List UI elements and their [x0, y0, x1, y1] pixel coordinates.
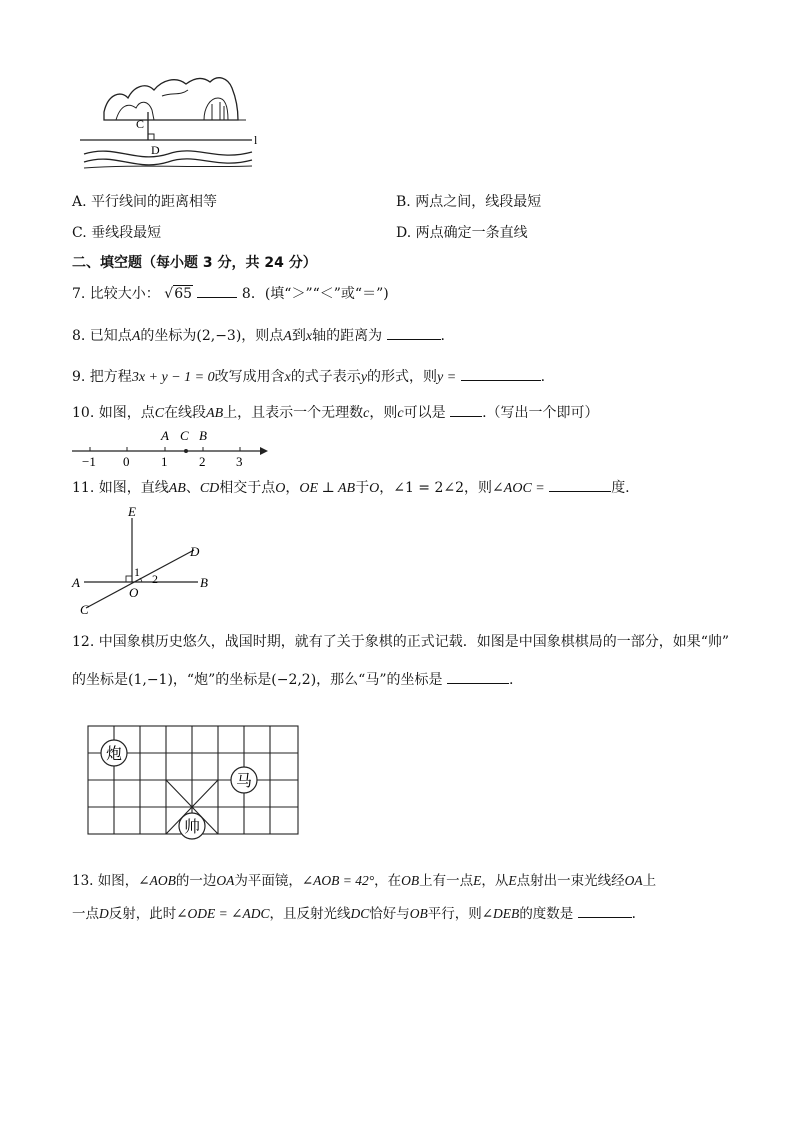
question-10	[72, 402, 599, 424]
q9-blank[interactable]	[461, 366, 541, 381]
q7-middle: 8．(填“＞”“＜”或“＝”)	[241, 286, 389, 302]
q13-l2c: ，且反射光线	[269, 906, 351, 922]
q11-o: O	[275, 481, 286, 496]
q10-c-var2: c	[397, 406, 404, 421]
q13-ob2: OB	[409, 906, 428, 921]
q11-fig-e: E	[128, 506, 136, 519]
q9-y-eq: y =	[437, 370, 457, 385]
q13-l2f: 的度数是	[519, 906, 574, 922]
q8-suffix: 轴的距离为	[312, 328, 383, 344]
q13-oa2: OA	[624, 873, 643, 888]
piece-pao-label: 炮	[105, 746, 123, 763]
q11-sep: 、	[185, 480, 200, 496]
q10-c: C	[154, 406, 165, 421]
question-13-line1	[72, 871, 656, 891]
q9-middle2: 的式子表示	[290, 369, 361, 385]
q11-blank[interactable]	[549, 477, 611, 492]
q8-to: 到	[291, 328, 306, 344]
q13-l1f: ，从	[481, 873, 509, 889]
q11-fig-a: A	[72, 575, 80, 590]
question-7	[72, 283, 389, 304]
q12-coord2: (−2,2)	[271, 672, 317, 688]
question-9	[72, 366, 545, 388]
nl-tick-neg1: −1	[82, 454, 96, 468]
q11-cd: CD	[199, 481, 220, 496]
sqrt-symbol: √	[164, 286, 174, 302]
option-d: D. 两点确定一条直线	[396, 225, 528, 241]
q8-point-a: A	[131, 329, 141, 344]
nl-tick-0: 0	[123, 454, 130, 468]
piece-ma-label: 马	[235, 773, 253, 790]
q9-prefix: 9. 把方程	[72, 369, 132, 385]
nl-tick-2: 2	[199, 454, 206, 468]
question-13-line2	[72, 903, 636, 924]
q11-unit: 度.	[611, 480, 630, 496]
q11-fig-angle1: 1	[134, 565, 140, 579]
question-12-line2	[72, 669, 513, 690]
q12-line2c: ，那么“马”的坐标是	[316, 672, 443, 688]
q11-fig-o: O	[129, 585, 139, 600]
q10-middle: 在线段	[164, 405, 207, 421]
q10-blank[interactable]	[450, 402, 482, 417]
nl-tick-1: 1	[161, 454, 168, 468]
option-c: C. 垂线段最短	[72, 225, 162, 241]
q7-prefix: 7. 比较大小：	[72, 286, 160, 302]
piece-shuai	[179, 813, 205, 839]
q13-l2b: 反射，此时	[108, 906, 177, 922]
q10-end: .（写出一个即可）	[482, 405, 599, 421]
piece-ma	[231, 767, 257, 793]
q8-point-a2: A	[283, 329, 292, 344]
q11-fig-c: C	[80, 602, 89, 617]
option-a: A. 平行线间的距离相等	[72, 194, 218, 210]
q12-line2a: 的坐标是	[72, 672, 128, 688]
nl-label-a: A	[161, 428, 169, 443]
q13-d: D	[99, 906, 109, 921]
q13-l2a: 一点	[72, 906, 99, 922]
q7-radicand: 65	[174, 286, 193, 302]
q8-prefix: 8. 已知点	[72, 328, 132, 344]
q10-c-var: c	[363, 406, 370, 421]
q8-x: x	[305, 329, 313, 344]
section-title: 二、填空题（每小题 3 分，共 24 分）	[72, 255, 317, 271]
q11-comma2: ，	[379, 480, 394, 496]
q13-oa: OA	[216, 873, 235, 888]
q13-dc: DC	[350, 906, 370, 921]
nl-label-c: C	[180, 428, 189, 443]
q13-e: E	[473, 873, 482, 888]
q11-fig-b: B	[200, 575, 208, 590]
intersecting-lines-figure	[70, 506, 220, 618]
q10-middle3: ，则	[369, 405, 398, 421]
q13-l2e: 平行，则	[427, 906, 482, 922]
piece-pao	[101, 740, 127, 766]
q13-l1h: 上	[642, 873, 657, 889]
q11-angle-rel: ∠1 = 2∠2	[393, 480, 465, 496]
option-b: B. 两点之间，线段最短	[396, 194, 542, 210]
q10-ab: AB	[206, 406, 224, 421]
q8-middle: ，则点	[241, 328, 284, 344]
q12-coord1: (1,−1)	[128, 672, 173, 688]
q13-ang-aob: ∠AOB	[138, 873, 176, 888]
question-8	[72, 325, 445, 347]
question-12-line1: 12. 中国象棋历史悠久，战国时期，就有了关于象棋的正式记载．如图是中国象棋棋局的一部分，如果“帅”	[72, 634, 730, 650]
q13-l1c: 为平面镜，	[234, 873, 302, 889]
q12-line2b: ，“炮”的坐标是	[172, 672, 272, 688]
q13-l1g: 点射出一束光线经	[516, 873, 625, 889]
question-11	[72, 477, 630, 499]
q9-middle: 改写成用含	[214, 369, 285, 385]
q13-l1a: 13. 如图，	[72, 873, 139, 889]
q13-ang-eq: ∠ODE = ∠ADC	[176, 906, 270, 921]
q9-x: x	[284, 370, 291, 385]
q9-equation: 3x + y − 1 = 0	[131, 370, 215, 385]
q13-l1d: ，在	[374, 873, 402, 889]
q11-o2: O	[369, 481, 380, 496]
q13-e2: E	[508, 873, 517, 888]
q13-blank[interactable]	[578, 903, 632, 918]
number-line	[70, 426, 270, 468]
q11-oe-ab: OE ⊥ AB	[299, 481, 356, 496]
q11-angle-q: ∠AOC =	[492, 481, 545, 496]
q11-comma: ，	[285, 480, 300, 496]
q12-end: .	[508, 672, 514, 688]
q13-l1e: 上有一点	[419, 873, 474, 889]
q13-l2d: 恰好与	[369, 906, 410, 922]
chess-board-figure	[86, 724, 304, 840]
q13-ob: OB	[401, 873, 420, 888]
label-c: C	[136, 117, 145, 131]
q13-ang-deb: ∠DEB	[481, 906, 520, 921]
q11-then: ，则	[464, 480, 493, 496]
q7-blank[interactable]	[197, 283, 237, 298]
q11-fig-angle2: 2	[152, 572, 158, 586]
q11-fig-d: D	[190, 544, 200, 559]
q8-end: .	[440, 328, 445, 344]
nl-label-b: B	[199, 428, 207, 443]
q12-blank[interactable]	[447, 669, 509, 684]
q8-coord-label: 的坐标为	[140, 328, 197, 344]
nl-tick-3: 3	[236, 454, 243, 468]
q9-middle3: 的形式，则	[367, 369, 438, 385]
q11-ab: AB	[168, 481, 186, 496]
label-l: l	[254, 133, 258, 147]
q8-blank[interactable]	[387, 325, 441, 340]
q10-middle4: 可以是	[403, 405, 446, 421]
river-landscape-figure	[76, 72, 266, 172]
q10-middle2: 上，且表示一个无理数	[223, 405, 364, 421]
q8-coord: (2,−3)	[196, 328, 242, 344]
q11-prefix: 11. 如图，直线	[72, 480, 169, 496]
q13-end: .	[631, 906, 636, 922]
q13-l1b: 的一边	[175, 873, 217, 889]
q9-end: .	[540, 369, 546, 385]
q11-at: 于	[355, 480, 370, 496]
q10-prefix: 10. 如图，点	[72, 405, 155, 421]
q11-middle: 相交于点	[219, 480, 276, 496]
piece-shuai-label: 帅	[183, 819, 201, 836]
q9-y: y	[360, 370, 368, 385]
label-d: D	[151, 143, 160, 157]
q13-ang-val: ∠AOB = 42°	[301, 873, 375, 888]
